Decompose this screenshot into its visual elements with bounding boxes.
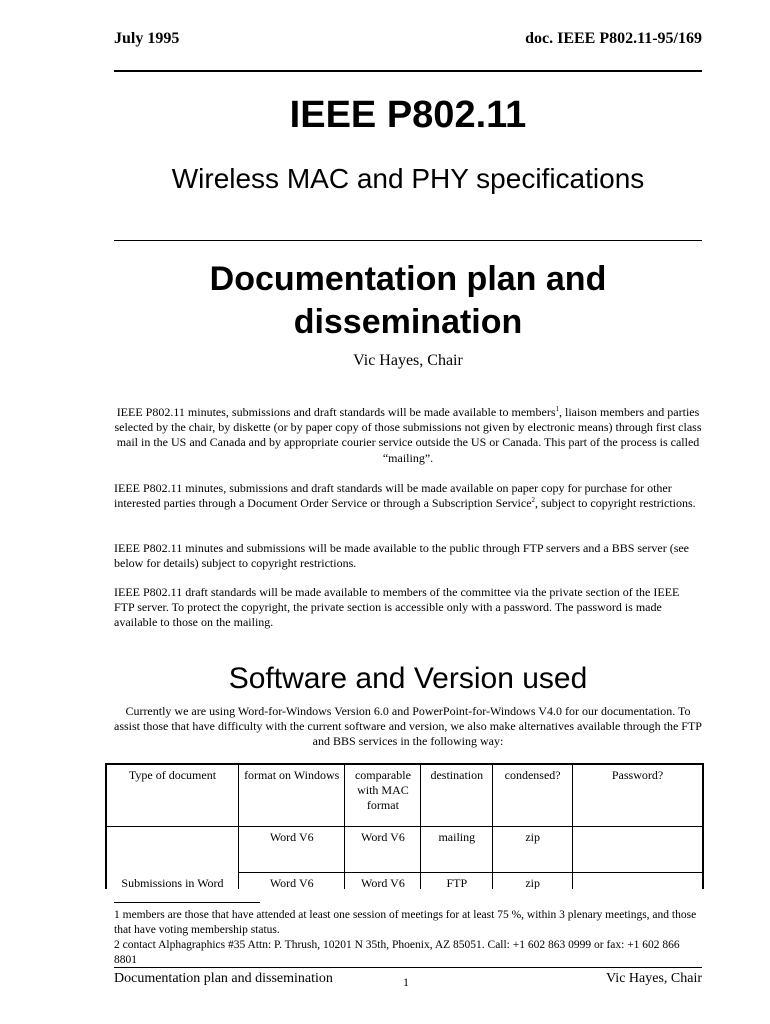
subtitle: Wireless MAC and PHY specifications: [171, 163, 645, 194]
table-header-cell: Type of document: [106, 764, 238, 827]
paragraph-ftp: IEEE P802.11 minutes and submissions will be made available to the public through FTP servers and a BBS server (see below for details) subject to copyright restrictions.: [114, 541, 690, 571]
title-rule: [114, 240, 702, 241]
footer-author: Vic Hayes, Chair: [606, 971, 702, 986]
paragraph-private-ftp: IEEE P802.11 draft standards will be made available to members of the committee via the private section of the IEEE FTP server. To protect the copyright, the private section is accessible only with a password. The password is made available to those on the mailing.: [114, 585, 680, 630]
table-cell: [573, 873, 703, 890]
table-header-cell: format on Windows: [238, 764, 345, 827]
footnote-rule: [114, 902, 260, 903]
main-title: IEEE P802.11: [289, 94, 527, 136]
footer-rule: [114, 967, 702, 968]
header-date: July 1995: [114, 30, 180, 47]
document-title: [114, 258, 702, 344]
paragraph-mailing-text-b: , liaison members and parties selected by the chair, by diskette (or by paper copy of those submissions not given by electronic means) through first class mail in the US and Canada and by appropriate courier service outside the US or Canada. This part of the process is called “mailing”.: [114, 405, 702, 465]
paragraph-software-intro: Currently we are using Word-for-Windows Version 6.0 and PowerPoint-for-Windows V4.0 for our documentation. To assist those that have difficulty with the current software and version, we also make alternatives available through the FTP and BBS services in the following way:: [114, 704, 702, 749]
table-header-cell: condensed?: [493, 764, 573, 827]
header-rule: [114, 70, 702, 72]
table-header-cell: comparable with MAC format: [345, 764, 421, 827]
table-cell: Submissions in Word: [106, 827, 238, 890]
footer-doc-title: Documentation plan and dissemination: [114, 971, 333, 986]
footnote-ref-1: 1: [555, 405, 559, 413]
table-cell: mailing: [421, 827, 493, 873]
paragraph-mailing-text-a: IEEE P802.11 minutes, submissions and draft standards will be made available to members: [116, 405, 556, 419]
paragraph-mailing: [114, 405, 702, 466]
footnote-1: 1 members are those that have attended at least one session of meetings for at least 75 %, within 3 plenary meetings, and those that have voting membership status.: [114, 909, 697, 936]
paragraph-paper-copy-text-a: IEEE P802.11 minutes, submissions and draft standards will be made available on paper copy for purchase for other interested parties through a Document Order Service or through a Subscription Service: [114, 481, 672, 511]
table-header-cell: destination: [421, 764, 493, 827]
section-title-software: Software and Version used: [228, 662, 588, 695]
format-table: [105, 763, 704, 889]
footer-page-number: 1: [403, 975, 409, 989]
document-title-line1: Documentation plan and: [209, 260, 607, 298]
table-cell: zip: [493, 873, 573, 890]
table-cell: Word V6: [345, 827, 421, 873]
table-header-row: [106, 764, 703, 827]
paragraph-paper-copy-text-b: , subject to copyright restrictions.: [535, 496, 696, 511]
document-title-line2: dissemination: [293, 303, 523, 341]
header-doc-id: doc. IEEE P802.11-95/169: [525, 30, 702, 47]
format-table-container: [100, 762, 710, 889]
table-header-cell: Password?: [573, 764, 703, 827]
footnote-ref-2: 2: [531, 496, 536, 505]
table-cell: [573, 827, 703, 873]
table-cell: zip: [493, 827, 573, 873]
table-row: [106, 827, 703, 873]
table-cell: FTP: [421, 873, 493, 890]
footnote-2: 2 contact Alphagraphics #35 Attn: P. Thrush, 10201 N 35th, Phoenix, AZ 85051. Call: +1 602 863 0999 or fax: +1 602 866 8801: [114, 939, 680, 966]
table-cell: Word V6: [345, 873, 421, 890]
table-cell: Word V6: [238, 827, 345, 873]
table-cell: Word V6: [238, 873, 345, 890]
paragraph-paper-copy: [114, 481, 702, 511]
author: Vic Hayes, Chair: [353, 352, 463, 369]
